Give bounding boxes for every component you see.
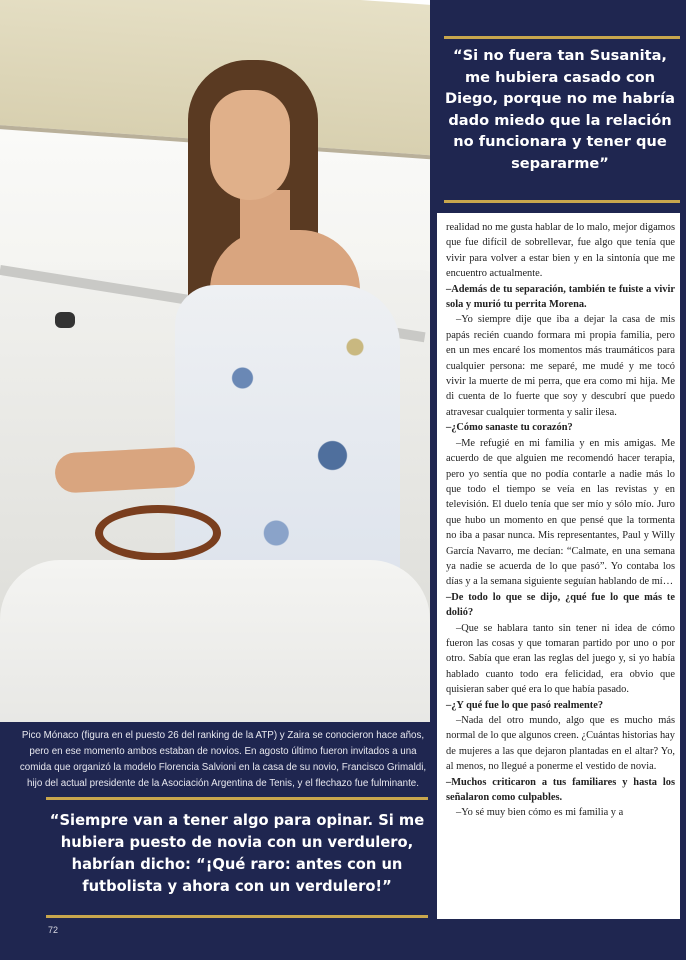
bottom-quote-rule-lower	[46, 915, 428, 918]
woman-neck	[240, 190, 290, 270]
pull-quote-bottom: “Siempre van a tener algo para opinar. Si me hubiera puesto de novia con un verdulero, habrían dicho: “¡Qué raro: antes con un futbolista y ahora con un verdulero!”	[49, 812, 425, 895]
woman-arm	[54, 446, 196, 493]
rail-clip	[55, 312, 75, 328]
cover-photo	[0, 0, 430, 722]
interview-paragraph: –Yo siempre dije que iba a dejar la casa de mis papás recién cuando formara mi propia familia, pero en un mes encaré los momentos más traumáticos para cualquier persona: me separé, me mudé y me tocó vivir la muerte de mi perra, que era como mi hija. Me di cuenta de lo fuerte que soy y descubrí que puedo atravesar cualquier tormenta y salir ilesa.	[446, 314, 675, 418]
pull-quote-top: “Si no fuera tan Susanita, me hubiera casado con Diego, porque no me habría dado miedo que la relación no funcionara y tener que separarme”	[444, 47, 675, 172]
interview-paragraph: –Yo sé muy bien cómo es mi familia y a	[456, 807, 624, 819]
interview-question: –Además de tu separación, también te fuiste a vivir sola y murió tu perrita Morena.	[446, 283, 675, 311]
bottom-quote-rule-upper	[46, 797, 428, 800]
article-body	[446, 220, 675, 821]
top-quote-rule-lower	[444, 200, 680, 203]
page-number: 72	[48, 925, 59, 935]
interview-question: –De todo lo que se dijo, ¿qué fue lo que más te dolió?	[446, 591, 675, 619]
steering-wheel	[95, 505, 221, 561]
top-quote-rule-upper	[444, 36, 680, 39]
photo-caption: Pico Mónaco (figura en el puesto 26 del ranking de la ATP) y Zaira se conocieron hace años, pero en ese momento ambos estaban de novios. En agosto último fueron invitados a una comida que organizó la modelo Florencia Salvioni en la casa de su novio, Francisco Grimaldi, hijo del actual presidente de la Asociación Argentina de Tenis, y el flechazo fue fulminante.	[19, 730, 427, 789]
interview-question: –¿Cómo sanaste tu corazón?	[446, 422, 573, 434]
interview-paragraph: –Que se hablara tanto sin tener ni idea de cómo fueron las cosas y que tomaran partido por uno o por otro. Sabía que eran las reglas del juego y, si yo había hablado cuanto todo era felicidad, era obvio que quisieran saber qué era lo que había pasado.	[446, 622, 675, 696]
interview-paragraph: realidad no me gusta hablar de lo malo, mejor digamos que fue difícil de sobrellevar, fue algo que tenía que vivir para volver a estar bien y en la sintonía que me encuentro actualmente.	[446, 222, 675, 280]
woman-face	[210, 90, 290, 200]
article-column	[437, 213, 680, 919]
interview-paragraph: –Nada del otro mundo, algo que es mucho más normal de lo que algunos creen. ¿Cuántas historias hay de mujeres a las que dejaron plantadas en el altar? Yo, al menos, no llegué a ponerme el vestido de novia.	[446, 715, 675, 773]
boat-dashboard	[0, 560, 430, 722]
interview-question: –Muchos criticaron a tus familiares y hasta los señalaron como culpables.	[446, 776, 675, 804]
interview-paragraph: –Me refugié en mi familia y en mis amigas. Me acuerdo de que alguien me recomendó hacer terapia, pero yo sentía que no podía contarle a nadie más lo que todo el tiempo se veía en las revistas y en televisión. El duelo tenía que ser mío y sólo mío. Juro que hubo un momento en que pensé que la tormenta no iba a pasar nunca. Mis representantes, Paul y Willy García Navarro, me decían: “Calmate, en una semana ya nadie se acuerda de lo que pasó”. Yo contaba los días y a la semana siguiente seguían hablando de mí…	[446, 437, 675, 588]
interview-question: –¿Y qué fue lo que pasó realmente?	[446, 699, 604, 711]
